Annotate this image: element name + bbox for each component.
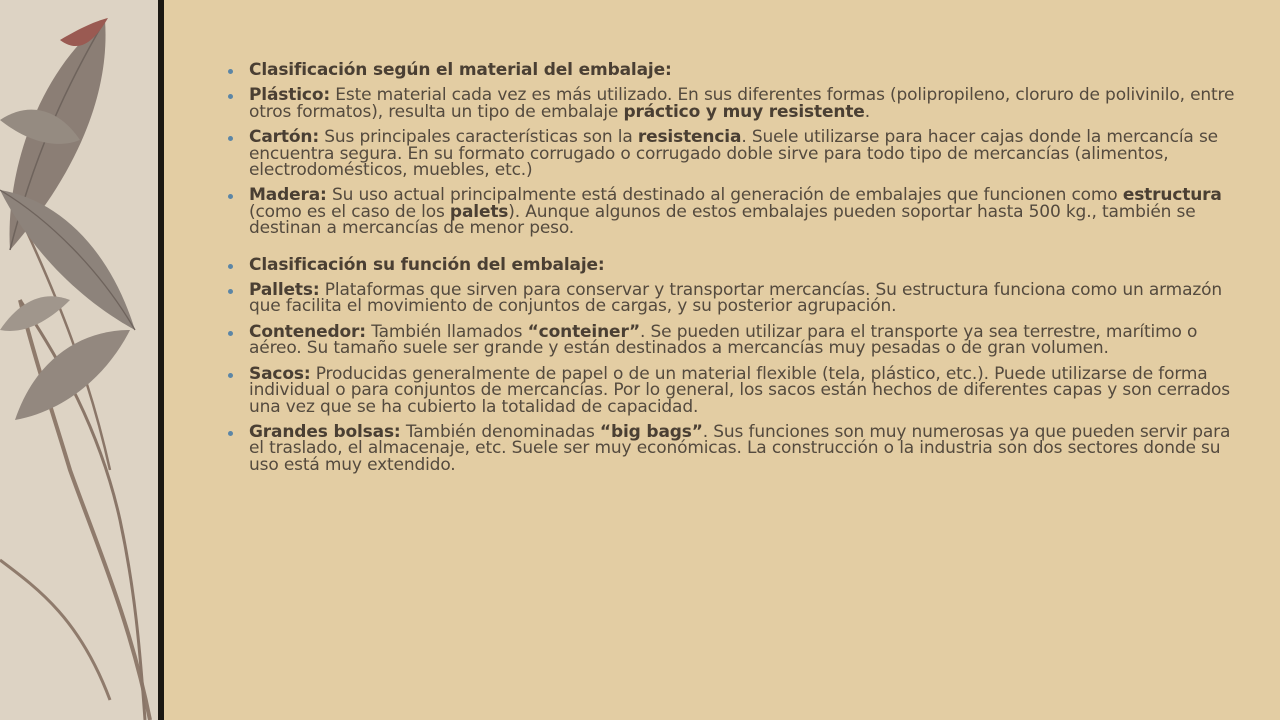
item-text: Plataformas que sirven para conservar y transportar mercancías. Su estructura funciona como un armazón que facilita el movimiento de conjuntos de cargas, y su posterior agrupación. <box>249 280 1222 317</box>
item-text: Sus principales características son la <box>319 127 638 148</box>
item-text: También llamados <box>365 321 528 342</box>
item-text: . Se pueden utilizar para el transporte ya sea terrestre, marítimo o aéreo. Su tamaño suele ser grande y están destinados a mercancías muy pesadas o de gran volumen. <box>249 321 1198 359</box>
term-label: Contenedor: <box>249 321 366 342</box>
panel-divider <box>158 0 164 720</box>
term-label: Madera: <box>249 185 327 206</box>
term-label: Pallets: <box>249 280 320 301</box>
item-text: ). Aunque algunos de estos embalajes pueden soportar hasta 500 kg., también se destinan a mercancías de menor peso. <box>249 201 1196 239</box>
item-text: Producidas generalmente de papel o de un material flexible (tela, plástico, etc.). Puede utilizarse de forma individual o para conjuntos de mercancías. Por lo general, los sacos están hechos de diferentes capas y son cerrados una vez que se ha cubierto la totalidad de capacidad. <box>249 363 1231 417</box>
item-text: Este material cada vez es más utilizado. En sus diferentes formas (polipropileno, cloruro de polivinilo, entre otros formatos), resulta un tipo de embalaje <box>249 85 1235 122</box>
slide-content <box>228 62 1248 482</box>
emphasis-text: estructura <box>1122 185 1222 206</box>
decorative-leaf-panel <box>0 0 158 720</box>
item-text: (como es el caso de los <box>249 201 450 222</box>
item-text: . Suele utilizarse para hacer cajas donde la mercancía se encuentra segura. En su formato corrugado o corrugado doble sirve para todo tipo de mercancías (alimentos, electrodomésticos, muebles, etc.) <box>249 127 1218 181</box>
heading-text: Clasificación su función del embalaje: <box>249 254 605 275</box>
emphasis-text: práctico y muy resistente <box>623 101 865 122</box>
term-label: Sacos: <box>249 363 311 384</box>
list-item-madera <box>228 185 1248 239</box>
bullet-list <box>228 62 1248 473</box>
emphasis-text: palets <box>449 201 509 222</box>
emphasis-text: resistencia <box>637 127 742 148</box>
section-heading-material <box>228 62 1248 78</box>
list-item-carton <box>228 127 1248 181</box>
section-heading-funcion <box>228 254 1248 275</box>
item-text: . <box>864 101 870 122</box>
list-item-grandes-bolsas <box>228 421 1248 475</box>
emphasis-text: “big bags” <box>599 421 703 442</box>
item-text: . Sus funciones son muy numerosas ya que pueden servir para el traslado, el almacenaje, etc. Suele ser muy económicas. La construcción o la industria son dos sectores donde su uso está muy extendido. <box>249 421 1231 475</box>
item-text: También denominadas <box>400 421 600 442</box>
dried-leaf-illustration <box>0 0 158 720</box>
heading-text: Clasificación según el material del embalaje: <box>249 60 672 80</box>
item-text: Su uso actual principalmente está destinado al generación de embalajes que funcionen como <box>326 185 1123 206</box>
term-label: Cartón: <box>249 127 319 148</box>
list-item-contenedor <box>228 321 1248 359</box>
emphasis-text: “conteiner” <box>527 321 641 342</box>
list-item-pallets <box>228 282 1248 315</box>
term-label: Plástico: <box>249 85 331 106</box>
list-item-plastico <box>228 87 1248 120</box>
term-label: Grandes bolsas: <box>249 421 401 442</box>
list-item-sacos <box>228 363 1248 417</box>
